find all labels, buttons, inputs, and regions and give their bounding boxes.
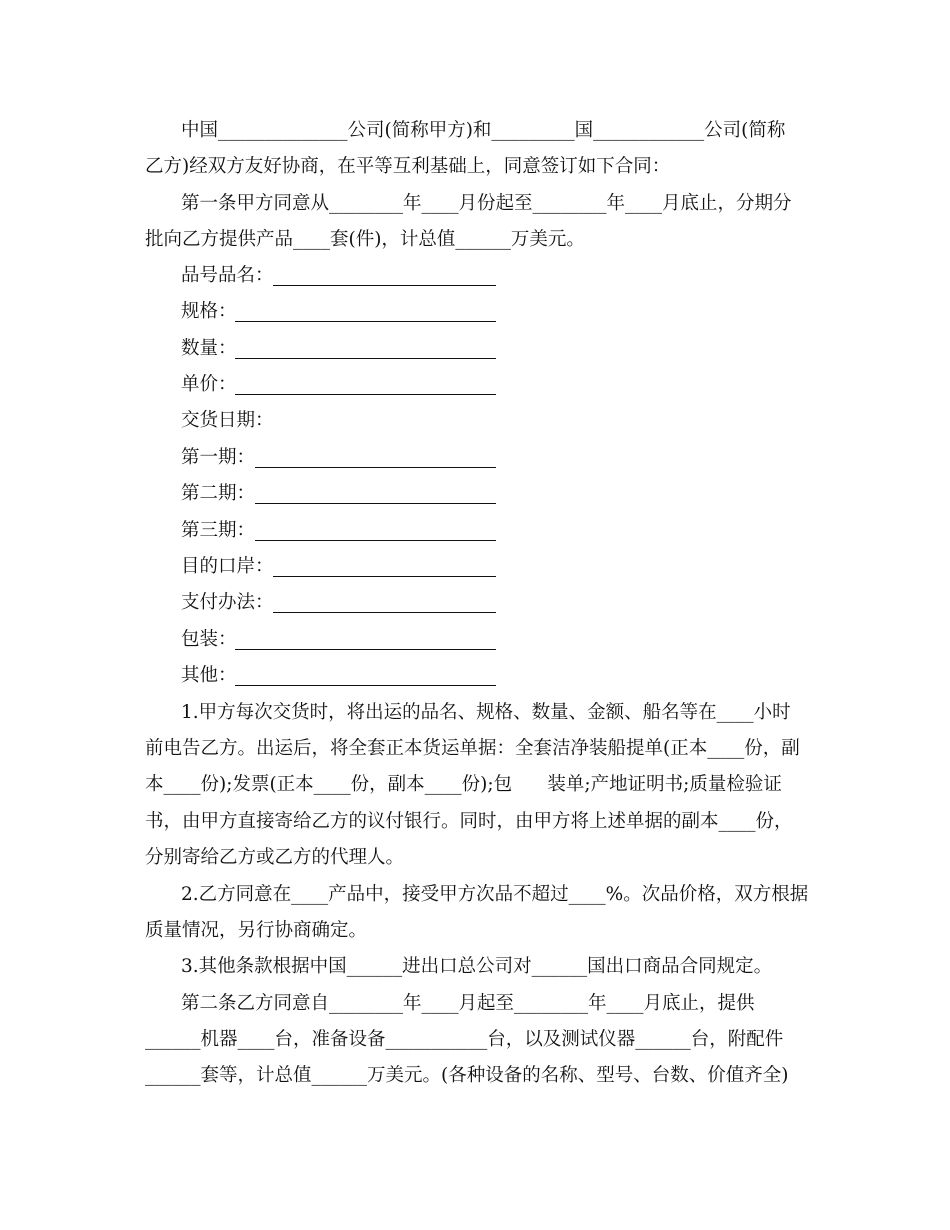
article-line: 第二条乙方同意自________年____月起至________年____月底止，提供 <box>181 993 755 1014</box>
blank-line[interactable] <box>235 358 496 359</box>
clause-line: 2.乙方同意在____产品中，接受甲方次品不超过____%。次品价格，双方根据 <box>181 884 809 905</box>
field-label-unit-price: 单价： <box>181 374 237 395</box>
clause-line: 本____份);发票(正本____份，副本____份);包 装单;产地证明书;质量检验证 <box>145 774 782 795</box>
clause-line: 质量情况，另行协商确定。 <box>145 920 368 941</box>
clause-line: 3.其他条款根据中国______进出口总公司对______国出口商品合同规定。 <box>181 956 773 977</box>
blank-line[interactable] <box>273 612 496 613</box>
field-label-product-name: 品号品名： <box>181 265 274 286</box>
clause-line: 前电告乙方。出运后，将全套正本货运单据：全套洁净装船提单(正本____份，副 <box>145 738 800 759</box>
blank-line[interactable] <box>255 467 496 468</box>
blank-line[interactable] <box>255 503 496 504</box>
field-label-phase-2: 第二期： <box>181 483 256 504</box>
clause-line: 书，由甲方直接寄给乙方的议付银行。同时，由甲方将上述单据的副本____份， <box>145 811 793 832</box>
blank-line[interactable] <box>235 394 496 395</box>
field-label-quantity: 数量： <box>181 338 237 359</box>
field-label-other: 其他： <box>181 665 237 686</box>
field-label-destination-port: 目的口岸： <box>181 556 274 577</box>
field-label-payment-method: 支付办法： <box>181 592 274 613</box>
field-label-packaging: 包装： <box>181 629 237 650</box>
blank-line[interactable] <box>235 649 496 650</box>
paragraph-line: 批向乙方提供产品____套(件)，计总值______万美元。 <box>145 229 585 250</box>
clause-line: 分别寄给乙方或乙方的代理人。 <box>145 847 405 868</box>
field-label-phase-1: 第一期： <box>181 447 256 468</box>
blank-line[interactable] <box>255 540 496 541</box>
field-label-delivery-date: 交货日期： <box>181 410 274 431</box>
article-line: ______机器____台，准备设备___________台，以及测试仪器______台，附配件 <box>145 1029 784 1050</box>
paragraph-line: 乙方)经双方友好协商，在平等互利基础上，同意签订如下合同： <box>145 156 671 177</box>
paragraph-line: 第一条甲方同意从________年____月份起至________年____月底止，分期分 <box>181 193 792 214</box>
field-label-spec: 规格： <box>181 301 237 322</box>
blank-line[interactable] <box>273 285 496 286</box>
field-label-phase-3: 第三期： <box>181 520 256 541</box>
clause-line: 1.甲方每次交货时，将出运的品名、规格、数量、金额、船名等在____小时 <box>181 702 791 723</box>
article-line: ______套等，计总值______万美元。(各种设备的名称、型号、台数、价值齐全) <box>145 1065 789 1086</box>
paragraph-line: 中国______________公司(简称甲方)和_________国____________公司(简称 <box>181 120 786 141</box>
blank-line[interactable] <box>273 576 496 577</box>
blank-line[interactable] <box>235 685 496 686</box>
blank-line[interactable] <box>235 321 496 322</box>
